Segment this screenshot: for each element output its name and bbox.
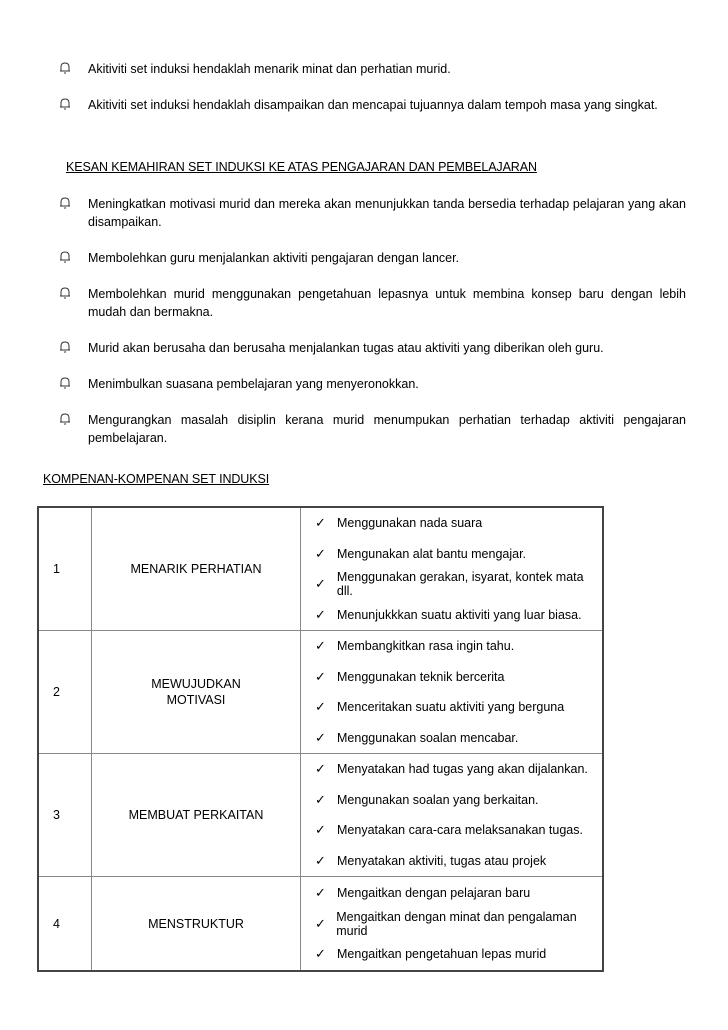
component-number: 4 bbox=[38, 877, 92, 972]
bullet-text: Murid akan berusaha dan berusaha menjalankan tugas atau aktiviti yang diberikan oleh guru. bbox=[88, 341, 604, 355]
component-label: MEWUJUDKAN MOTIVASI bbox=[92, 631, 301, 754]
list-item bbox=[58, 411, 686, 447]
list-item bbox=[58, 249, 686, 267]
bullet-text: Akitiviti set induksi hendaklah menarik minat dan perhatian murid. bbox=[88, 62, 451, 76]
item-text: Menyatakan aktiviti, tugas atau projek bbox=[337, 853, 547, 868]
bell-bullet-icon bbox=[58, 376, 72, 390]
list-item bbox=[315, 878, 602, 909]
checkmark-icon: ✓ bbox=[315, 576, 326, 592]
item-text: Mengaitkan dengan minat dan pengalaman murid bbox=[336, 909, 577, 938]
checkmark-icon: ✓ bbox=[315, 699, 326, 715]
list-item bbox=[315, 692, 602, 723]
list-item bbox=[58, 375, 686, 393]
list-item bbox=[58, 339, 686, 357]
component-items bbox=[301, 631, 604, 754]
item-text: Mengunakan soalan yang berkaitan. bbox=[337, 792, 539, 807]
item-text: Menggunakan gerakan, isyarat, kontek mata dll. bbox=[336, 570, 584, 599]
list-item bbox=[315, 508, 602, 539]
item-text: Mengunakan alat bantu mengajar. bbox=[337, 546, 527, 561]
list-item bbox=[315, 569, 602, 600]
component-label: MEMBUAT PERKAITAN bbox=[92, 754, 301, 877]
table-row bbox=[38, 877, 603, 972]
item-text: Menggunakan teknik bercerita bbox=[337, 669, 505, 684]
component-items bbox=[301, 877, 604, 972]
checkmark-icon: ✓ bbox=[315, 852, 326, 868]
checkmark-icon: ✓ bbox=[315, 946, 326, 961]
bell-bullet-icon bbox=[58, 412, 72, 426]
item-text: Menyatakan cara-cara melaksanakan tugas. bbox=[337, 823, 583, 838]
intro-bullet-list bbox=[58, 60, 686, 114]
checkmark-icon: ✓ bbox=[315, 761, 326, 777]
list-item bbox=[315, 539, 602, 570]
list-item bbox=[315, 754, 602, 785]
bullet-text: Meningkatkan motivasi murid dan mereka akan menunjukkan tanda bersedia terhadap pelajaran yang akan disampaikan. bbox=[88, 197, 686, 229]
item-text: Menunjukkkan suatu aktiviti yang luar biasa. bbox=[337, 607, 582, 622]
list-item bbox=[315, 939, 602, 970]
checkmark-icon: ✓ bbox=[315, 822, 326, 838]
bell-bullet-icon bbox=[58, 61, 72, 75]
component-number: 2 bbox=[38, 631, 92, 754]
list-item bbox=[315, 846, 602, 877]
component-number: 1 bbox=[38, 507, 92, 631]
checkmark-icon: ✓ bbox=[315, 668, 326, 684]
bell-bullet-icon bbox=[58, 340, 72, 354]
bell-bullet-icon bbox=[58, 97, 72, 111]
item-text: Menggunakan soalan mencabar. bbox=[337, 730, 519, 745]
list-item bbox=[315, 908, 602, 939]
item-text: Mengaitkan dengan pelajaran baru bbox=[337, 886, 531, 900]
list-item bbox=[315, 785, 602, 816]
list-item bbox=[58, 285, 686, 321]
bell-bullet-icon bbox=[58, 286, 72, 300]
item-text: Menyatakan had tugas yang akan dijalankan. bbox=[337, 762, 588, 777]
effect-bullet-list bbox=[58, 195, 686, 447]
bullet-text: Membolehkan murid menggunakan pengetahuan lepasnya untuk membina konsep baru dengan lebih mudah dan bermakna. bbox=[88, 287, 686, 319]
table-row bbox=[38, 754, 603, 877]
bullet-text: Mengurangkan masalah disiplin kerana murid menumpukan perhatian terhadap aktiviti pengajaran pembelajaran. bbox=[88, 413, 686, 445]
checkmark-icon: ✓ bbox=[315, 515, 326, 531]
bullet-text: Membolehkan guru menjalankan aktiviti pengajaran dengan lancer. bbox=[88, 251, 460, 265]
list-item bbox=[315, 662, 602, 693]
section-heading: KESAN KEMAHIRAN SET INDUKSI KE ATAS PENGAJARAN DAN PEMBELAJARAN bbox=[66, 160, 537, 174]
component-number: 3 bbox=[38, 754, 92, 877]
checkmark-icon: ✓ bbox=[315, 638, 326, 654]
checkmark-icon: ✓ bbox=[315, 915, 326, 931]
components-table bbox=[37, 506, 604, 972]
bullet-text: Menimbulkan suasana pembelajaran yang menyeronokkan. bbox=[88, 377, 419, 391]
bell-bullet-icon bbox=[58, 196, 72, 210]
item-text: Menggunakan nada suara bbox=[337, 516, 483, 531]
list-item bbox=[315, 815, 602, 846]
item-text: Menceritakan suatu aktiviti yang berguna bbox=[337, 700, 565, 715]
checkmark-icon: ✓ bbox=[315, 791, 326, 807]
table-row bbox=[38, 631, 603, 754]
item-text: Mengaitkan pengetahuan lepas murid bbox=[337, 947, 547, 961]
table-heading: KOMPENAN-KOMPENAN SET INDUKSI bbox=[43, 472, 270, 486]
component-label: MENARIK PERHATIAN bbox=[92, 507, 301, 631]
list-item bbox=[315, 631, 602, 662]
checkmark-icon: ✓ bbox=[315, 606, 326, 622]
component-label: MENSTRUKTUR bbox=[92, 877, 301, 972]
table-row bbox=[38, 507, 603, 631]
list-item bbox=[58, 60, 686, 78]
checkmark-icon: ✓ bbox=[315, 729, 326, 745]
checkmark-icon: ✓ bbox=[315, 885, 326, 900]
list-item bbox=[315, 600, 602, 631]
list-item bbox=[315, 723, 602, 754]
list-item bbox=[58, 195, 686, 231]
bullet-text: Akitiviti set induksi hendaklah disampaikan dan mencapai tujuannya dalam tempoh masa yang singkat. bbox=[88, 98, 658, 112]
list-item bbox=[58, 96, 686, 114]
component-items bbox=[301, 507, 604, 631]
checkmark-icon: ✓ bbox=[315, 545, 326, 561]
item-text: Membangkitkan rasa ingin tahu. bbox=[337, 639, 515, 654]
component-items bbox=[301, 754, 604, 877]
bell-bullet-icon bbox=[58, 250, 72, 264]
